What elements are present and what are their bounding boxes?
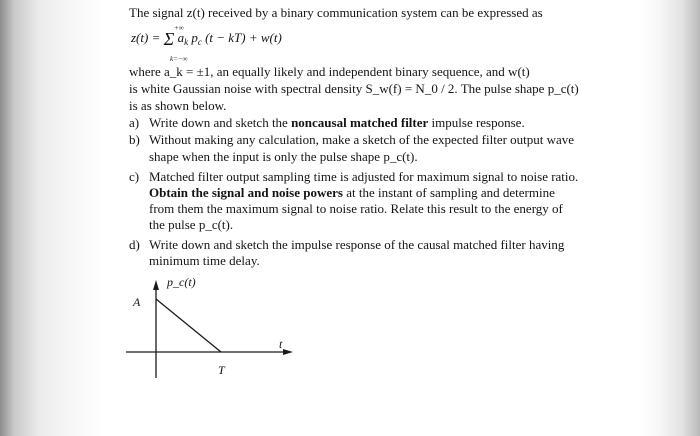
part-a-post: impulse response. xyxy=(428,115,525,130)
part-c-bold: Obtain the signal and noise powers xyxy=(149,185,343,200)
eq-a-subscript: k xyxy=(184,37,189,47)
amplitude-label: A xyxy=(133,295,141,309)
part-b-line-2: shape when the input is only the pulse shape p_c(t). xyxy=(149,149,418,164)
part-d-line-1: Write down and sketch the impulse response of the causal matched filter having xyxy=(149,237,565,252)
part-c-line-3: from them the maximum signal to noise ratio. Relate this result to the energy of xyxy=(149,201,563,216)
pulse-y-label: p_c(t) xyxy=(167,275,196,289)
eq-rest: (t − kT) + w(t) xyxy=(205,30,282,45)
part-d-label: d) xyxy=(129,237,140,252)
eq-a: a xyxy=(177,30,185,45)
intro-text: The signal z(t) received by a binary communication system can be expressed as xyxy=(129,5,543,20)
part-a-pre: Write down and sketch the xyxy=(149,115,292,130)
sum-lower-limit: k=−∞ xyxy=(170,55,188,63)
y-axis-arrow xyxy=(153,280,159,290)
where-line-2: is white Gaussian noise with spectral density S_w(f) = N_0 / 2. The pulse shape p_c(t) xyxy=(129,81,579,96)
pulse-ramp xyxy=(156,299,221,352)
where-line-3: is as shown below. xyxy=(129,98,227,113)
part-b-label: b) xyxy=(129,132,140,147)
time-axis-label: t xyxy=(279,337,283,351)
eq-p: p xyxy=(191,30,198,45)
where-line-1: where a_k = ±1, an equally likely and independent binary sequence, and w(t) xyxy=(129,64,530,79)
period-tick-label: T xyxy=(218,363,225,377)
part-d-line-2: minimum time delay. xyxy=(149,253,260,268)
part-c-line-1: Matched filter output sampling time is adjusted for maximum signal to noise ratio. xyxy=(149,169,579,184)
x-axis-arrow xyxy=(283,349,293,355)
eq-lhs: z(t) = xyxy=(131,30,164,45)
part-a-bold: noncausal matched filter xyxy=(291,115,429,130)
part-b-line-1: Without making any calculation, make a sketch of the expected filter output wave xyxy=(149,132,575,147)
eq-p-subscript: c xyxy=(197,37,202,47)
part-c-line-2-post: at the instant of sampling and determine xyxy=(342,185,555,200)
part-a-label: a) xyxy=(129,115,140,130)
part-c-label: c) xyxy=(129,169,140,184)
sum-upper-limit: +∞ xyxy=(174,24,184,32)
sum-symbol: Σ xyxy=(163,29,175,49)
part-c-line-4: the pulse p_c(t). xyxy=(149,217,234,232)
